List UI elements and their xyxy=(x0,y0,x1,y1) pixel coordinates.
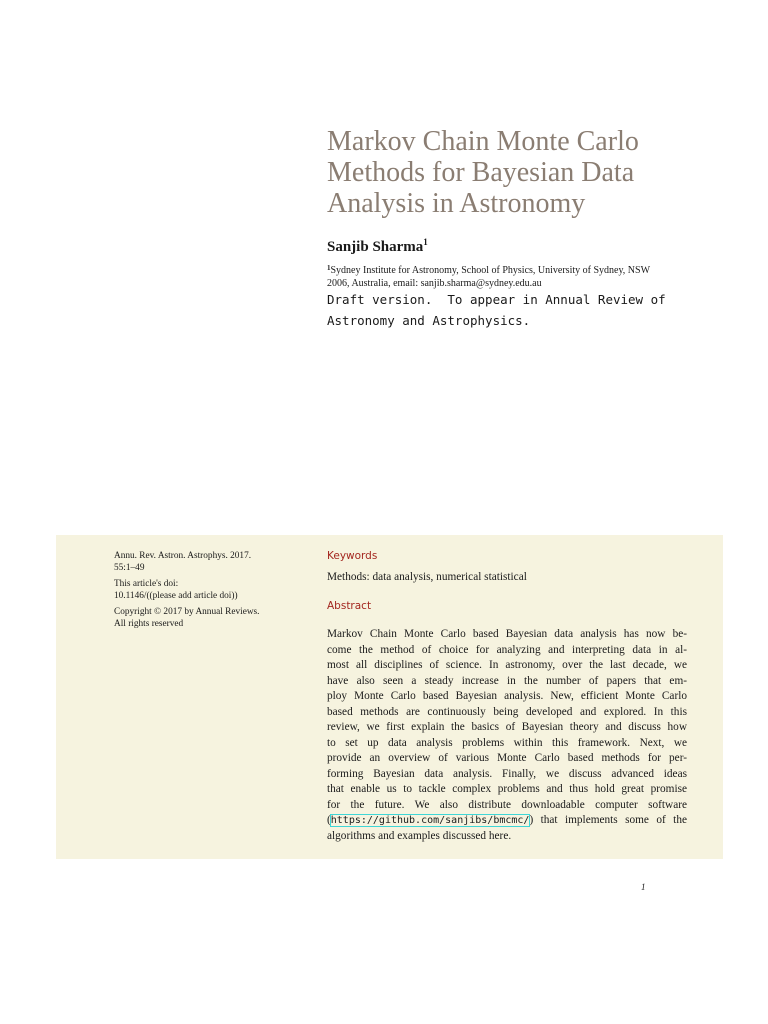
abstract-url-line xyxy=(327,813,687,829)
draft-line: Astronomy and Astrophysics. xyxy=(327,313,531,328)
abstract-line: provide an overview of various Monte Carlo based methods for per- xyxy=(327,752,687,764)
copyright-line: All rights reserved xyxy=(114,618,184,629)
url-paren-open: ( xyxy=(327,814,331,826)
copyright-line: Copyright © 2017 by Annual Reviews. xyxy=(114,607,260,617)
author-name xyxy=(327,237,428,256)
article-meta xyxy=(114,551,304,635)
abstract-line: come the method of choice for analyzing and interpreting data in al- xyxy=(327,643,687,656)
keywords-text: Methods: data analysis, numerical statistical xyxy=(327,571,527,583)
abstract-line: Markov Chain Monte Carlo based Bayesian data analysis has now be- xyxy=(327,628,687,640)
url-paren-close: ) xyxy=(529,814,534,826)
affiliation xyxy=(327,262,687,290)
abstract-line: have also seen a steady increase in the number of papers that em- xyxy=(327,674,687,687)
abstract-line: most all disciplines of science. In astronomy, over the last decade, we xyxy=(327,659,687,671)
keywords-heading: Keywords xyxy=(327,550,378,562)
page-number: 1 xyxy=(641,882,646,892)
citation-line: Annu. Rev. Astron. Astrophys. 2017. xyxy=(114,551,252,561)
abstract-line: ploy Monte Carlo based Bayesian analysis. New, efficient Monte Carlo xyxy=(327,690,687,702)
abstract-line: forming Bayesian data analysis. Finally, we discuss advanced ideas xyxy=(327,767,687,780)
abstract-line: for the future. We also distribute downloadable computer software xyxy=(327,798,687,811)
doi-line: This article's doi: xyxy=(114,579,179,589)
paper-title xyxy=(327,126,747,219)
abstract-text xyxy=(327,627,687,844)
title-line: Analysis in Astronomy xyxy=(327,188,586,219)
draft-notice xyxy=(327,289,707,331)
software-url-link[interactable]: https://github.com/sanjibs/bmcmc/ xyxy=(330,815,530,826)
author-affil-marker: 1 xyxy=(423,237,428,247)
author-name-text: Sanjib Sharma xyxy=(327,239,424,255)
abstract-line: that enable us to tackle complex problems and thus hold great promise xyxy=(327,783,687,795)
abstract-line: to set up data analysis problems within this framework. Next, we xyxy=(327,736,687,749)
doi-line: 10.1146/((please add article doi)) xyxy=(114,590,238,601)
abstract-heading: Abstract xyxy=(327,600,372,612)
affil-line: Sydney Institute for Astronomy, School of Physics, University of Sydney, NSW xyxy=(330,265,651,276)
citation-line: 55:1–49 xyxy=(114,562,145,573)
citation xyxy=(114,551,304,574)
abstract-line: based methods are continuously being developed and explored. In this xyxy=(327,705,687,718)
abstract-line: review, we first explain the basics of Bayesian theory and discuss how xyxy=(327,721,687,733)
affil-line: 2006, Australia, email: sanjib.sharma@sydney.edu.au xyxy=(327,277,542,289)
copyright xyxy=(114,607,304,630)
affil-marker: 1 xyxy=(327,264,331,272)
draft-line: Draft version. To appear in Annual Review of xyxy=(327,292,666,307)
abstract-line: algorithms and examples discussed here. xyxy=(327,829,512,842)
title-line: Markov Chain Monte Carlo xyxy=(327,126,639,157)
doi xyxy=(114,579,304,602)
title-line: Methods for Bayesian Data xyxy=(327,157,635,188)
abstract-after-url: that implements some of the xyxy=(533,814,687,826)
